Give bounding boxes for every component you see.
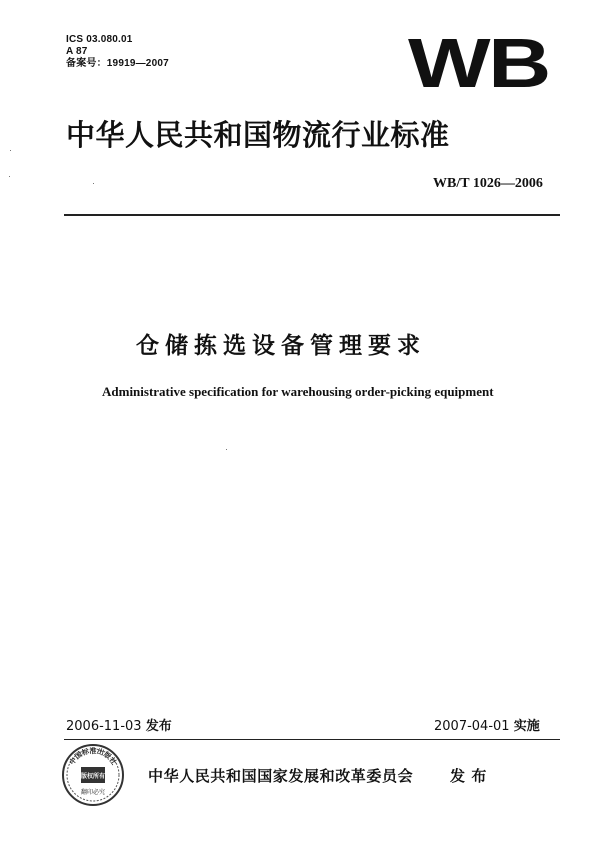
issue-label: 发布	[145, 719, 172, 734]
effective-label: 实施	[513, 719, 540, 734]
standard-title: 中华人民共和国物流行业标准	[66, 118, 450, 152]
bottom-divider	[64, 739, 560, 740]
effective-date-value: 2007-04-01	[434, 719, 510, 734]
effective-date	[434, 719, 540, 735]
scan-speck	[9, 176, 10, 177]
seal-text-inner: 版权所有	[80, 773, 106, 780]
scan-speck	[10, 150, 11, 151]
issuer-action: 发 布	[450, 767, 488, 785]
issue-date-value: 2006-11-03	[66, 719, 142, 734]
svg-text:中国标准出版社	[67, 746, 119, 766]
seal-text-arc: 中国标准出版社	[68, 747, 118, 767]
scan-speck	[226, 449, 227, 450]
document-title-cn: 仓储拣选设备管理要求	[136, 333, 426, 359]
issuer-name: 中华人民共和国国家发展和改革委员会	[148, 767, 414, 785]
issue-date	[66, 719, 172, 735]
ics-code: ICS 03.080.01	[66, 34, 133, 45]
seal-text-bottom: 翻印必究	[80, 789, 106, 796]
ccs-code: A 87	[66, 46, 88, 57]
top-divider	[64, 214, 560, 216]
wb-logo: WB	[408, 24, 549, 102]
standard-number: WB/T 1026—2006	[433, 176, 543, 191]
record-number: 备案号：19919—2007	[66, 58, 169, 69]
scan-speck	[93, 183, 94, 184]
seal-graphic	[60, 742, 126, 808]
document-title-en: Administrative specification for warehousing order-picking equipment	[102, 384, 494, 399]
publisher-seal	[60, 742, 126, 808]
